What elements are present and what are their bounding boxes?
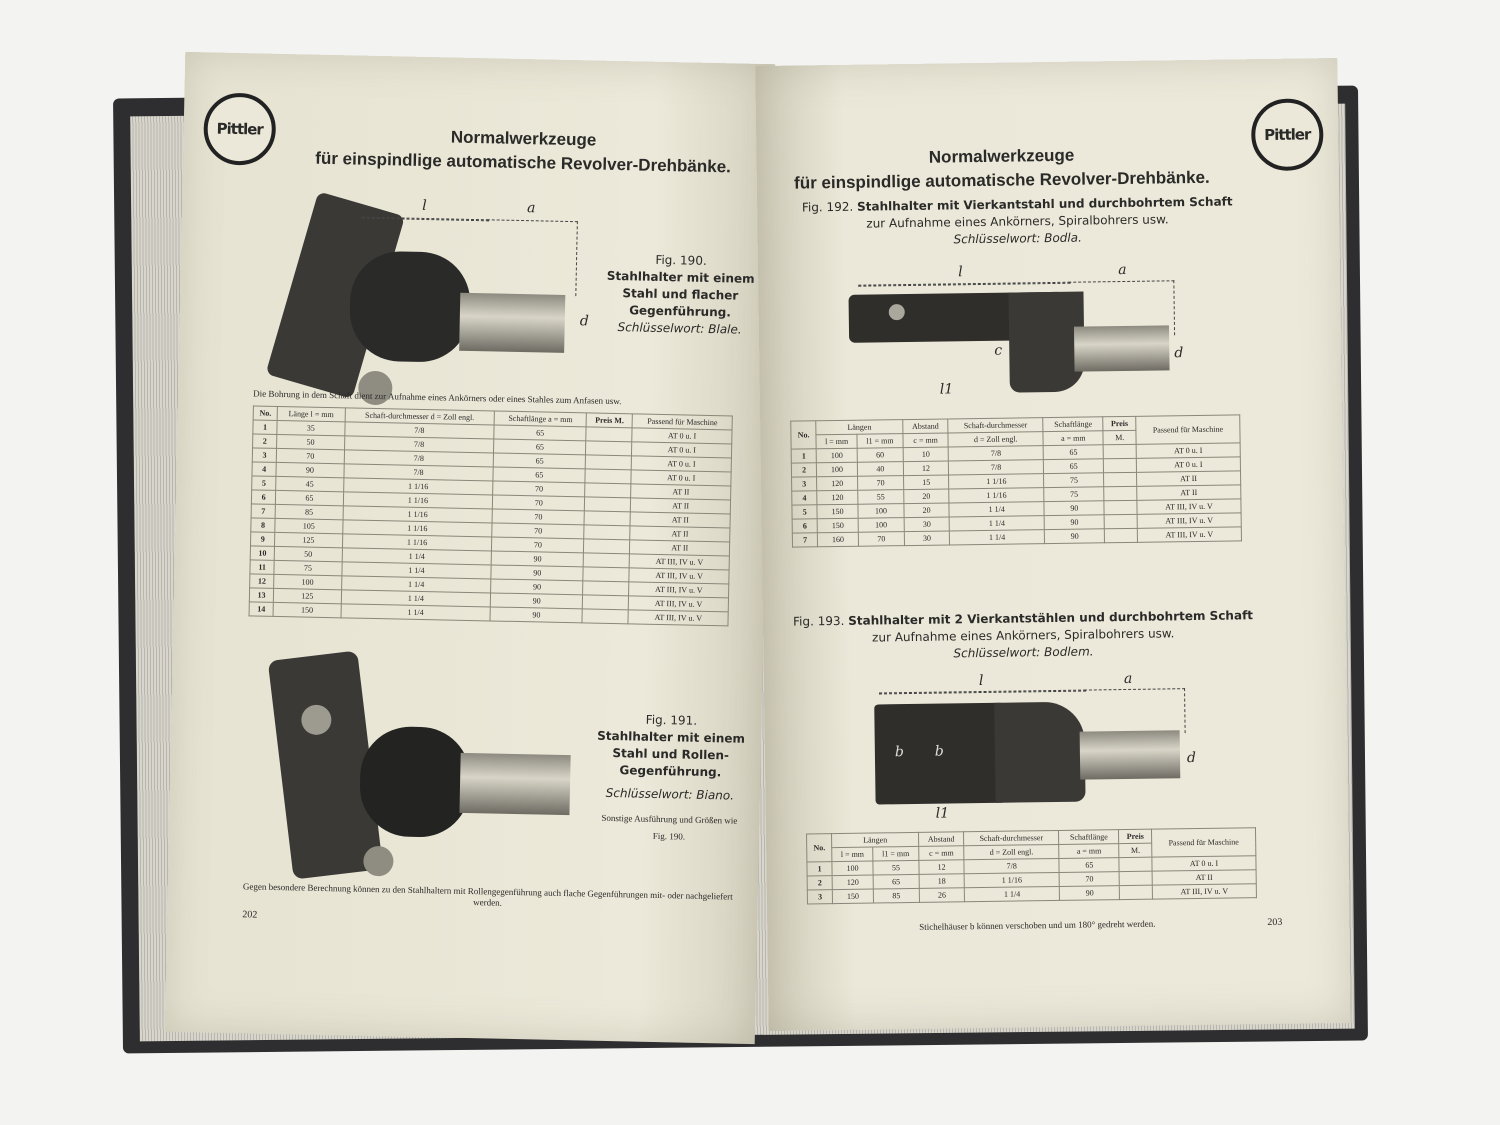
table-cell bbox=[1104, 458, 1137, 472]
column-header: No. bbox=[253, 406, 278, 421]
table-cell: 90 bbox=[490, 607, 582, 623]
column-header: Schaftlänge bbox=[1043, 417, 1103, 432]
table-cell: 65 bbox=[873, 874, 919, 889]
table-cell: AT II bbox=[631, 498, 731, 514]
table-cell: 15 bbox=[903, 475, 949, 490]
keyword: Schlüsselwort: Bodla. bbox=[953, 230, 1082, 247]
table-cell bbox=[585, 497, 631, 512]
table-cell: 26 bbox=[919, 888, 965, 903]
column-header: Längen bbox=[832, 832, 919, 847]
fig-description: Stahlhalter mit einem Stahl und flacher Gegenführung. bbox=[606, 268, 755, 320]
table-cell bbox=[583, 581, 629, 596]
table-cell bbox=[582, 609, 628, 624]
table-cell: AT II bbox=[1136, 471, 1240, 486]
column-header: Preis M. bbox=[586, 413, 632, 428]
table-cell: AT III, IV u. V bbox=[629, 554, 729, 570]
table-cell: AT III, IV u. V bbox=[628, 610, 728, 626]
table-cell: 90 bbox=[1044, 515, 1104, 530]
table-cell: 1 1/16 bbox=[343, 478, 493, 495]
table-cell: 75 bbox=[1044, 473, 1104, 488]
column-subheader: c = mm bbox=[919, 846, 965, 861]
pittler-logo bbox=[1251, 98, 1324, 171]
column-subheader: d = Zoll engl. bbox=[964, 844, 1059, 859]
fig193-table bbox=[806, 827, 1257, 904]
page-title bbox=[278, 122, 769, 180]
table-cell: AT 0 u. I bbox=[1152, 856, 1256, 871]
table-cell: 12 bbox=[250, 574, 275, 589]
table-cell: AT II bbox=[1152, 870, 1256, 885]
column-subheader: l = mm bbox=[832, 847, 873, 862]
table-cell: 70 bbox=[276, 448, 344, 463]
table-cell: 90 bbox=[276, 462, 344, 477]
dim-label-b: b bbox=[934, 743, 944, 760]
table-cell: 70 bbox=[492, 509, 584, 525]
table-cell bbox=[584, 511, 630, 526]
fig-description: Stahlhalter mit Vierkantstahl und durchbohrtem Schaft bbox=[856, 194, 1233, 214]
dim-label-a: a bbox=[1123, 670, 1133, 688]
column-header: Länge l = mm bbox=[277, 406, 345, 421]
page-number: 203 bbox=[1267, 916, 1283, 929]
table-cell: 1 1/16 bbox=[342, 534, 492, 551]
title-line-2: für einspindlige automatische Revolver-Drehbänke. bbox=[315, 148, 732, 177]
title-line-1: Normalwerkzeuge bbox=[450, 127, 597, 150]
table-cell: 85 bbox=[873, 888, 919, 903]
fig-description: Stahlhalter mit einem Stahl und Rollen-Gegenführung. bbox=[597, 728, 746, 780]
table-cell: 70 bbox=[492, 523, 584, 539]
table-cell: 1 1/16 bbox=[343, 506, 493, 523]
table-cell: 65 bbox=[494, 425, 586, 441]
table-cell: AT III, IV u. V bbox=[629, 596, 729, 612]
table-cell: 50 bbox=[274, 546, 342, 561]
fig190-illustration bbox=[288, 189, 592, 405]
table-cell bbox=[585, 455, 631, 470]
table-cell: 70 bbox=[1059, 872, 1119, 887]
table-cell: 7 bbox=[251, 504, 276, 519]
pittler-logo bbox=[203, 92, 276, 165]
table-cell: 65 bbox=[493, 467, 585, 483]
page-title bbox=[761, 141, 1242, 196]
column-header: Passend für Maschine bbox=[1151, 828, 1255, 857]
dim-label-b: b bbox=[894, 744, 904, 761]
dim-label-a: a bbox=[1118, 261, 1127, 279]
table-cell: AT III, IV u. V bbox=[629, 568, 729, 584]
table-cell: 3 bbox=[807, 890, 832, 904]
fig191-caption bbox=[594, 711, 747, 847]
table-cell bbox=[1119, 857, 1152, 871]
column-header: Schaftlänge a = mm bbox=[494, 411, 586, 427]
table-cell: 2 bbox=[791, 463, 816, 477]
column-header: Abstand bbox=[903, 419, 949, 434]
table-cell: 1 1/4 bbox=[341, 604, 491, 621]
table-cell: 14 bbox=[249, 602, 274, 617]
dim-label-c: c bbox=[994, 342, 1003, 359]
table-cell: AT III, IV u. V bbox=[1137, 527, 1241, 542]
column-header: Passend für Maschine bbox=[1136, 415, 1240, 444]
column-subheader: c = mm bbox=[903, 433, 949, 448]
table-cell bbox=[1120, 871, 1153, 885]
table-cell bbox=[586, 441, 632, 456]
table-cell: 75 bbox=[274, 560, 342, 575]
bore-note: Die Bohrung in dem Schaft dient zur Aufnahme eines Ankörners oder eines Stahles zum Anfasen usw. bbox=[253, 388, 622, 407]
table-cell: 7/8 bbox=[949, 460, 1044, 475]
table-cell bbox=[1104, 486, 1137, 500]
dim-label-l1: l1 bbox=[935, 805, 950, 822]
dim-label-d: d bbox=[579, 313, 589, 330]
table-cell: AT III, IV u. V bbox=[1137, 513, 1241, 528]
fig192-caption bbox=[777, 193, 1258, 251]
fig190-table bbox=[249, 405, 733, 626]
table-cell: 65 bbox=[1043, 445, 1103, 460]
column-subheader: M. bbox=[1119, 843, 1152, 857]
table-cell bbox=[1104, 444, 1137, 458]
table-cell: 150 bbox=[817, 518, 858, 533]
dim-label-d: d bbox=[1186, 750, 1197, 767]
column-subheader: l1 = mm bbox=[857, 434, 903, 449]
table-cell: AT 0 u. I bbox=[631, 470, 731, 486]
table-cell: 1 1/4 bbox=[341, 576, 491, 593]
table-cell: 100 bbox=[858, 518, 904, 533]
dim-label-a: a bbox=[526, 200, 536, 217]
column-subheader: a = mm bbox=[1059, 844, 1119, 859]
table-cell: 8 bbox=[251, 518, 276, 533]
table-cell: 160 bbox=[818, 532, 859, 547]
table-cell: 12 bbox=[903, 461, 949, 476]
table-cell: 1 bbox=[253, 420, 278, 435]
table-cell: 1 1/16 bbox=[964, 872, 1059, 887]
column-header: Schaft-durchmesser bbox=[948, 418, 1043, 433]
table-cell: 35 bbox=[277, 420, 345, 435]
table-cell: AT II bbox=[630, 512, 730, 528]
column-subheader: M. bbox=[1103, 430, 1136, 444]
table-cell: 100 bbox=[858, 504, 904, 519]
fig-number: Fig. 192. bbox=[801, 199, 854, 215]
table-cell: 90 bbox=[491, 565, 583, 581]
table-cell: 1 1/4 bbox=[949, 516, 1044, 531]
table-cell bbox=[583, 595, 629, 610]
table-cell: 55 bbox=[858, 490, 904, 505]
table-cell: 7/8 bbox=[343, 464, 493, 481]
table-cell: 10 bbox=[903, 447, 949, 462]
dim-label-l1: l1 bbox=[939, 381, 954, 398]
table-cell: 1 1/4 bbox=[341, 562, 491, 579]
table-cell: 55 bbox=[873, 860, 919, 875]
table-cell: AT II bbox=[1137, 485, 1241, 500]
table-cell: 45 bbox=[276, 476, 344, 491]
table-cell: AT III, IV u. V bbox=[1152, 884, 1256, 899]
table-cell bbox=[584, 539, 630, 554]
fig-number: Fig. 193. bbox=[792, 613, 845, 629]
column-header: No. bbox=[791, 421, 817, 449]
footer-note: Stichelhäuser b können verschoben und um 180° gedreht werden. bbox=[919, 918, 1156, 932]
fig193-illustration bbox=[874, 670, 1206, 825]
fig-description: Stahlhalter mit 2 Vierkantstählen und durchbohrtem Schaft bbox=[848, 608, 1254, 628]
table-cell: 120 bbox=[817, 476, 858, 491]
table-cell: 65 bbox=[494, 453, 586, 469]
table-cell: AT II bbox=[630, 526, 730, 542]
table-cell: 1 1/16 bbox=[949, 474, 1044, 489]
table-cell: 1 1/4 bbox=[341, 590, 491, 607]
footer-note: Gegen besondere Berechnung können zu den Stahlhaltern mit Rollengegenführung auch flache Gegenführungen mit- oder nachgeliefert werden. bbox=[242, 881, 733, 908]
table-cell: 5 bbox=[792, 505, 817, 519]
keyword: Schlüsselwort: Bodlem. bbox=[953, 644, 1094, 661]
table-cell: 3 bbox=[792, 477, 817, 491]
right-page bbox=[755, 58, 1350, 1031]
logo-text: Pittler bbox=[216, 119, 263, 139]
table-cell: AT 0 u. I bbox=[1136, 443, 1240, 458]
fig192-table-container bbox=[790, 414, 1242, 547]
column-header: Schaftlänge bbox=[1059, 830, 1119, 845]
table-cell: AT 0 u. I bbox=[632, 442, 732, 458]
table-cell: 6 bbox=[792, 519, 817, 533]
table-cell: 5 bbox=[252, 476, 277, 491]
table-cell: 2 bbox=[253, 434, 278, 449]
table-cell: 70 bbox=[493, 481, 585, 497]
table-cell: 7/8 bbox=[344, 450, 494, 467]
table-cell: 1 1/16 bbox=[342, 520, 492, 537]
table-cell: 70 bbox=[857, 476, 903, 491]
table-cell: 100 bbox=[816, 448, 857, 463]
table-cell: 1 bbox=[791, 449, 816, 463]
table-cell: 125 bbox=[275, 532, 343, 547]
table-cell: 1 1/4 bbox=[342, 548, 492, 565]
dim-label-l: l bbox=[958, 264, 963, 281]
table-cell: 30 bbox=[904, 517, 950, 532]
table-cell: 100 bbox=[817, 462, 858, 477]
table-cell: 100 bbox=[832, 861, 873, 876]
table-cell bbox=[1104, 500, 1137, 514]
table-cell: 150 bbox=[833, 889, 874, 904]
table-cell: 150 bbox=[273, 602, 341, 617]
table-cell: 120 bbox=[817, 490, 858, 505]
table-cell: AT II bbox=[630, 540, 730, 556]
fig192-table bbox=[790, 414, 1242, 547]
table-cell: 150 bbox=[817, 504, 858, 519]
table-cell bbox=[583, 553, 629, 568]
table-cell bbox=[1105, 514, 1138, 528]
table-cell: AT II bbox=[631, 484, 731, 500]
table-cell: 90 bbox=[1044, 501, 1104, 516]
column-header: Preis bbox=[1119, 829, 1152, 843]
table-cell: 4 bbox=[792, 491, 817, 505]
column-header: Abstand bbox=[918, 832, 964, 847]
table-cell: 1 1/16 bbox=[949, 488, 1044, 503]
fig-description-2: zur Aufnahme eines Ankörners, Spiralbohrers usw. bbox=[872, 626, 1175, 645]
table-cell: 70 bbox=[492, 537, 584, 553]
dim-label-d: d bbox=[1174, 345, 1184, 362]
fig191-illustration bbox=[258, 654, 583, 891]
table-cell: 85 bbox=[275, 504, 343, 519]
fig193-caption bbox=[783, 607, 1264, 665]
table-cell: 2 bbox=[807, 876, 832, 890]
table-cell: 18 bbox=[919, 874, 965, 889]
table-cell: AT III, IV u. V bbox=[629, 582, 729, 598]
table-cell: 90 bbox=[491, 593, 583, 609]
table-cell: 90 bbox=[1044, 529, 1104, 544]
table-cell: 12 bbox=[919, 860, 965, 875]
table-cell: 13 bbox=[249, 588, 274, 603]
column-header: Längen bbox=[816, 420, 903, 435]
table-cell: 1 1/4 bbox=[949, 502, 1044, 517]
table-cell: 9 bbox=[250, 532, 275, 547]
table-cell: 1 1/4 bbox=[950, 530, 1045, 545]
column-header: Schaft-durchmesser d = Zoll engl. bbox=[345, 408, 495, 425]
column-subheader: a = mm bbox=[1043, 431, 1103, 446]
column-header: Preis bbox=[1103, 416, 1136, 430]
table-cell: 7/8 bbox=[344, 422, 494, 439]
column-subheader: l = mm bbox=[816, 434, 857, 449]
table-cell: AT 0 u. I bbox=[1136, 457, 1240, 472]
table-cell: 7/8 bbox=[344, 436, 494, 453]
table-cell: 4 bbox=[252, 462, 277, 477]
table-cell: 90 bbox=[491, 579, 583, 595]
table-cell: 6 bbox=[251, 490, 276, 505]
table-cell: AT III, IV u. V bbox=[1137, 499, 1241, 514]
keyword: Schlüsselwort: Blale. bbox=[617, 320, 742, 337]
table-cell: 65 bbox=[1059, 858, 1119, 873]
table-cell: 105 bbox=[275, 518, 343, 533]
column-header: Schaft-durchmesser bbox=[964, 830, 1059, 845]
page-number: 202 bbox=[242, 909, 258, 921]
table-cell: 70 bbox=[858, 532, 904, 547]
fig193-table-container bbox=[806, 827, 1257, 904]
fig-number: Fig. 190. bbox=[655, 252, 707, 268]
table-cell: 20 bbox=[904, 503, 950, 518]
table-cell: 60 bbox=[857, 448, 903, 463]
column-subheader: l1 = mm bbox=[873, 846, 919, 861]
table-cell bbox=[584, 525, 630, 540]
table-cell: 70 bbox=[493, 495, 585, 511]
table-cell: 100 bbox=[274, 574, 342, 589]
table-cell bbox=[585, 483, 631, 498]
dim-label-l: l bbox=[421, 197, 427, 215]
table-cell: 90 bbox=[491, 551, 583, 567]
column-subheader: d = Zoll engl. bbox=[948, 432, 1043, 447]
table-cell bbox=[585, 469, 631, 484]
fig190-table-container bbox=[249, 405, 733, 626]
fig190-caption bbox=[604, 251, 756, 339]
table-cell: 75 bbox=[1044, 487, 1104, 502]
dim-label-l: l bbox=[978, 672, 984, 690]
table-cell: 65 bbox=[276, 490, 344, 505]
fig-number: Fig. 191. bbox=[645, 712, 698, 728]
other-sizes-note: Sonstige Ausführung und Größen wie Fig. 190. bbox=[601, 812, 738, 842]
table-cell: AT 0 u. I bbox=[632, 456, 732, 472]
table-cell: 1 1/16 bbox=[343, 492, 493, 509]
table-cell: 7 bbox=[792, 533, 817, 547]
table-cell bbox=[1120, 885, 1153, 899]
column-header: Passend für Maschine bbox=[632, 414, 732, 430]
table-cell: 120 bbox=[832, 875, 873, 890]
table-cell: 1 1/4 bbox=[965, 886, 1060, 901]
table-cell bbox=[583, 567, 629, 582]
table-cell: 1 bbox=[807, 862, 832, 876]
title-line-1: Normalwerkzeuge bbox=[928, 145, 1075, 167]
table-cell bbox=[1104, 472, 1137, 486]
column-header: No. bbox=[807, 834, 833, 862]
table-cell: 10 bbox=[250, 546, 275, 561]
table-cell: 65 bbox=[1044, 459, 1104, 474]
table-cell: 3 bbox=[252, 448, 277, 463]
fig-description-2: zur Aufnahme eines Ankörners, Spiralbohrers usw. bbox=[866, 212, 1169, 231]
table-cell: AT 0 u. I bbox=[632, 428, 732, 444]
left-page bbox=[165, 52, 775, 1044]
table-cell: 7/8 bbox=[964, 858, 1059, 873]
table-cell: 65 bbox=[494, 439, 586, 455]
table-cell: 90 bbox=[1059, 886, 1119, 901]
table-cell: 50 bbox=[277, 434, 345, 449]
logo-text: Pittler bbox=[1264, 125, 1311, 145]
table-cell: 11 bbox=[250, 560, 275, 575]
table-cell bbox=[1105, 528, 1138, 542]
table-cell: 30 bbox=[904, 531, 950, 546]
keyword: Schlüsselwort: Biano. bbox=[605, 785, 735, 803]
table-cell: 125 bbox=[274, 588, 342, 603]
table-cell: 40 bbox=[857, 462, 903, 477]
table-cell: 20 bbox=[904, 489, 950, 504]
table-cell: 7/8 bbox=[948, 446, 1043, 461]
table-cell bbox=[586, 427, 632, 442]
title-line-2: für einspindlige automatische Revolver-Drehbänke. bbox=[793, 167, 1210, 193]
fig192-illustration bbox=[848, 260, 1190, 405]
